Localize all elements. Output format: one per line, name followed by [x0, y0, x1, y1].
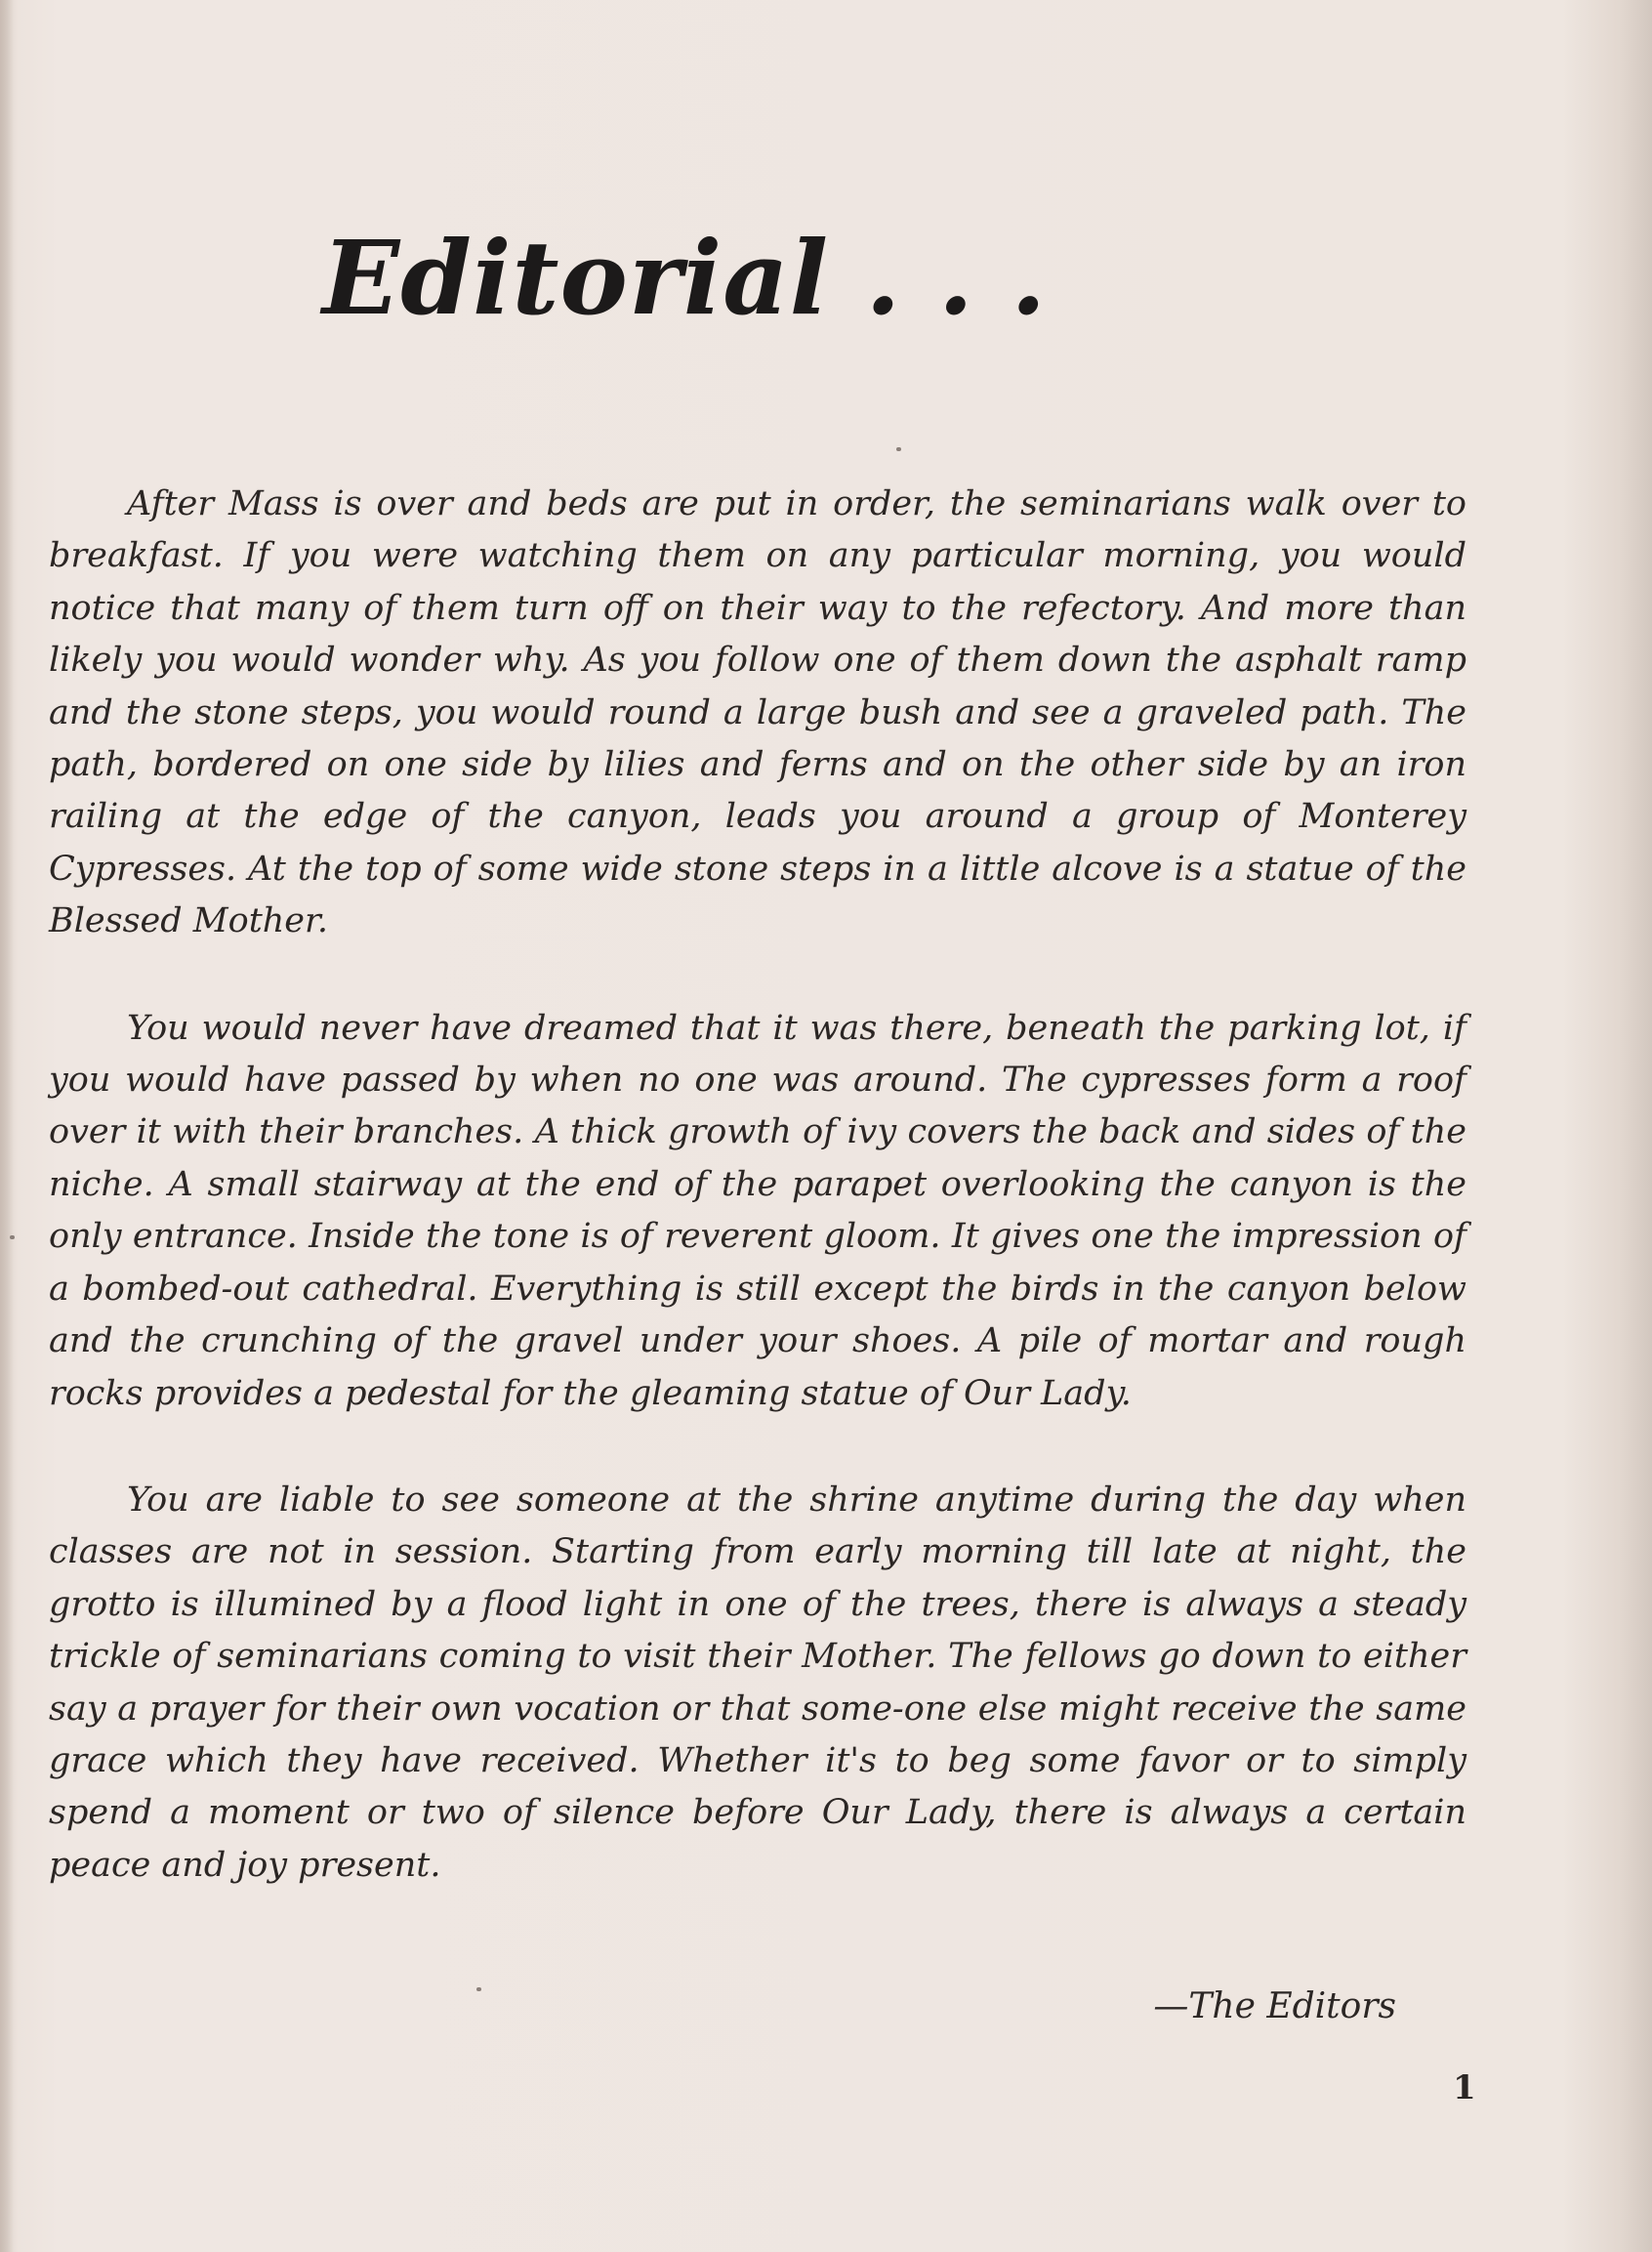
- signature: —The Editors: [1153, 1986, 1396, 2026]
- print-speck: [10, 1235, 15, 1239]
- paragraph-1: After Mass is over and beds are put in order, the seminarians walk over to breakfast. If you were watching them on any particular morning, you would notice that many of them turn off on their way to the refectory. And more than likely you would wonder why. As you follow one of them down the asphalt ramp and the stone steps, you would round a large bush and see a graveled path. The path, bordered on one side by lilies and ferns and on the other side by an iron railing at the edge of the canyon, leads you around a group of Monterey Cypresses. At the top of some wide stone steps in a little alcove is a statue of the Blessed Mother.: [49, 484, 1466, 941]
- editorial-body: [49, 479, 1466, 1946]
- page-number: 1: [1453, 2068, 1476, 2107]
- print-speck: [896, 447, 901, 451]
- page-title: Editorial . . .: [322, 218, 1048, 338]
- paragraph-3: You are liable to see someone at the shrine anytime during the day when classes are not in session. Starting from early morning till late at night, the grotto is illumined by a flood light in one of the trees, there is always a steady trickle of seminarians coming to visit their Mother. The fellows go down to either say a prayer for their own vocation or that some-one else might receive the same grace which they have received. Whether it's to beg some favor or to simply spend a moment or two of silence before Our Lady, there is always a certain peace and joy present.: [49, 1480, 1466, 1885]
- paragraph-2: You would never have dreamed that it was there, beneath the parking lot, if you would have passed by when no one was around. The cypresses form a roof over it with their branches. A thick growth of ivy covers the back and sides of the niche. A small stairway at the end of the parapet overlooking the canyon is the only entrance. Inside the tone is of reverent gloom. It gives one the impression of a bombed-out cathedral. Everything is still except the birds in the canyon below and the crunching of the gravel under your shoes. A pile of mortar and rough rocks provides a pedestal for the gleaming statue of Our Lady.: [49, 1008, 1466, 1413]
- page-edge-shadow: [0, 0, 14, 2252]
- print-speck: [476, 1987, 481, 1991]
